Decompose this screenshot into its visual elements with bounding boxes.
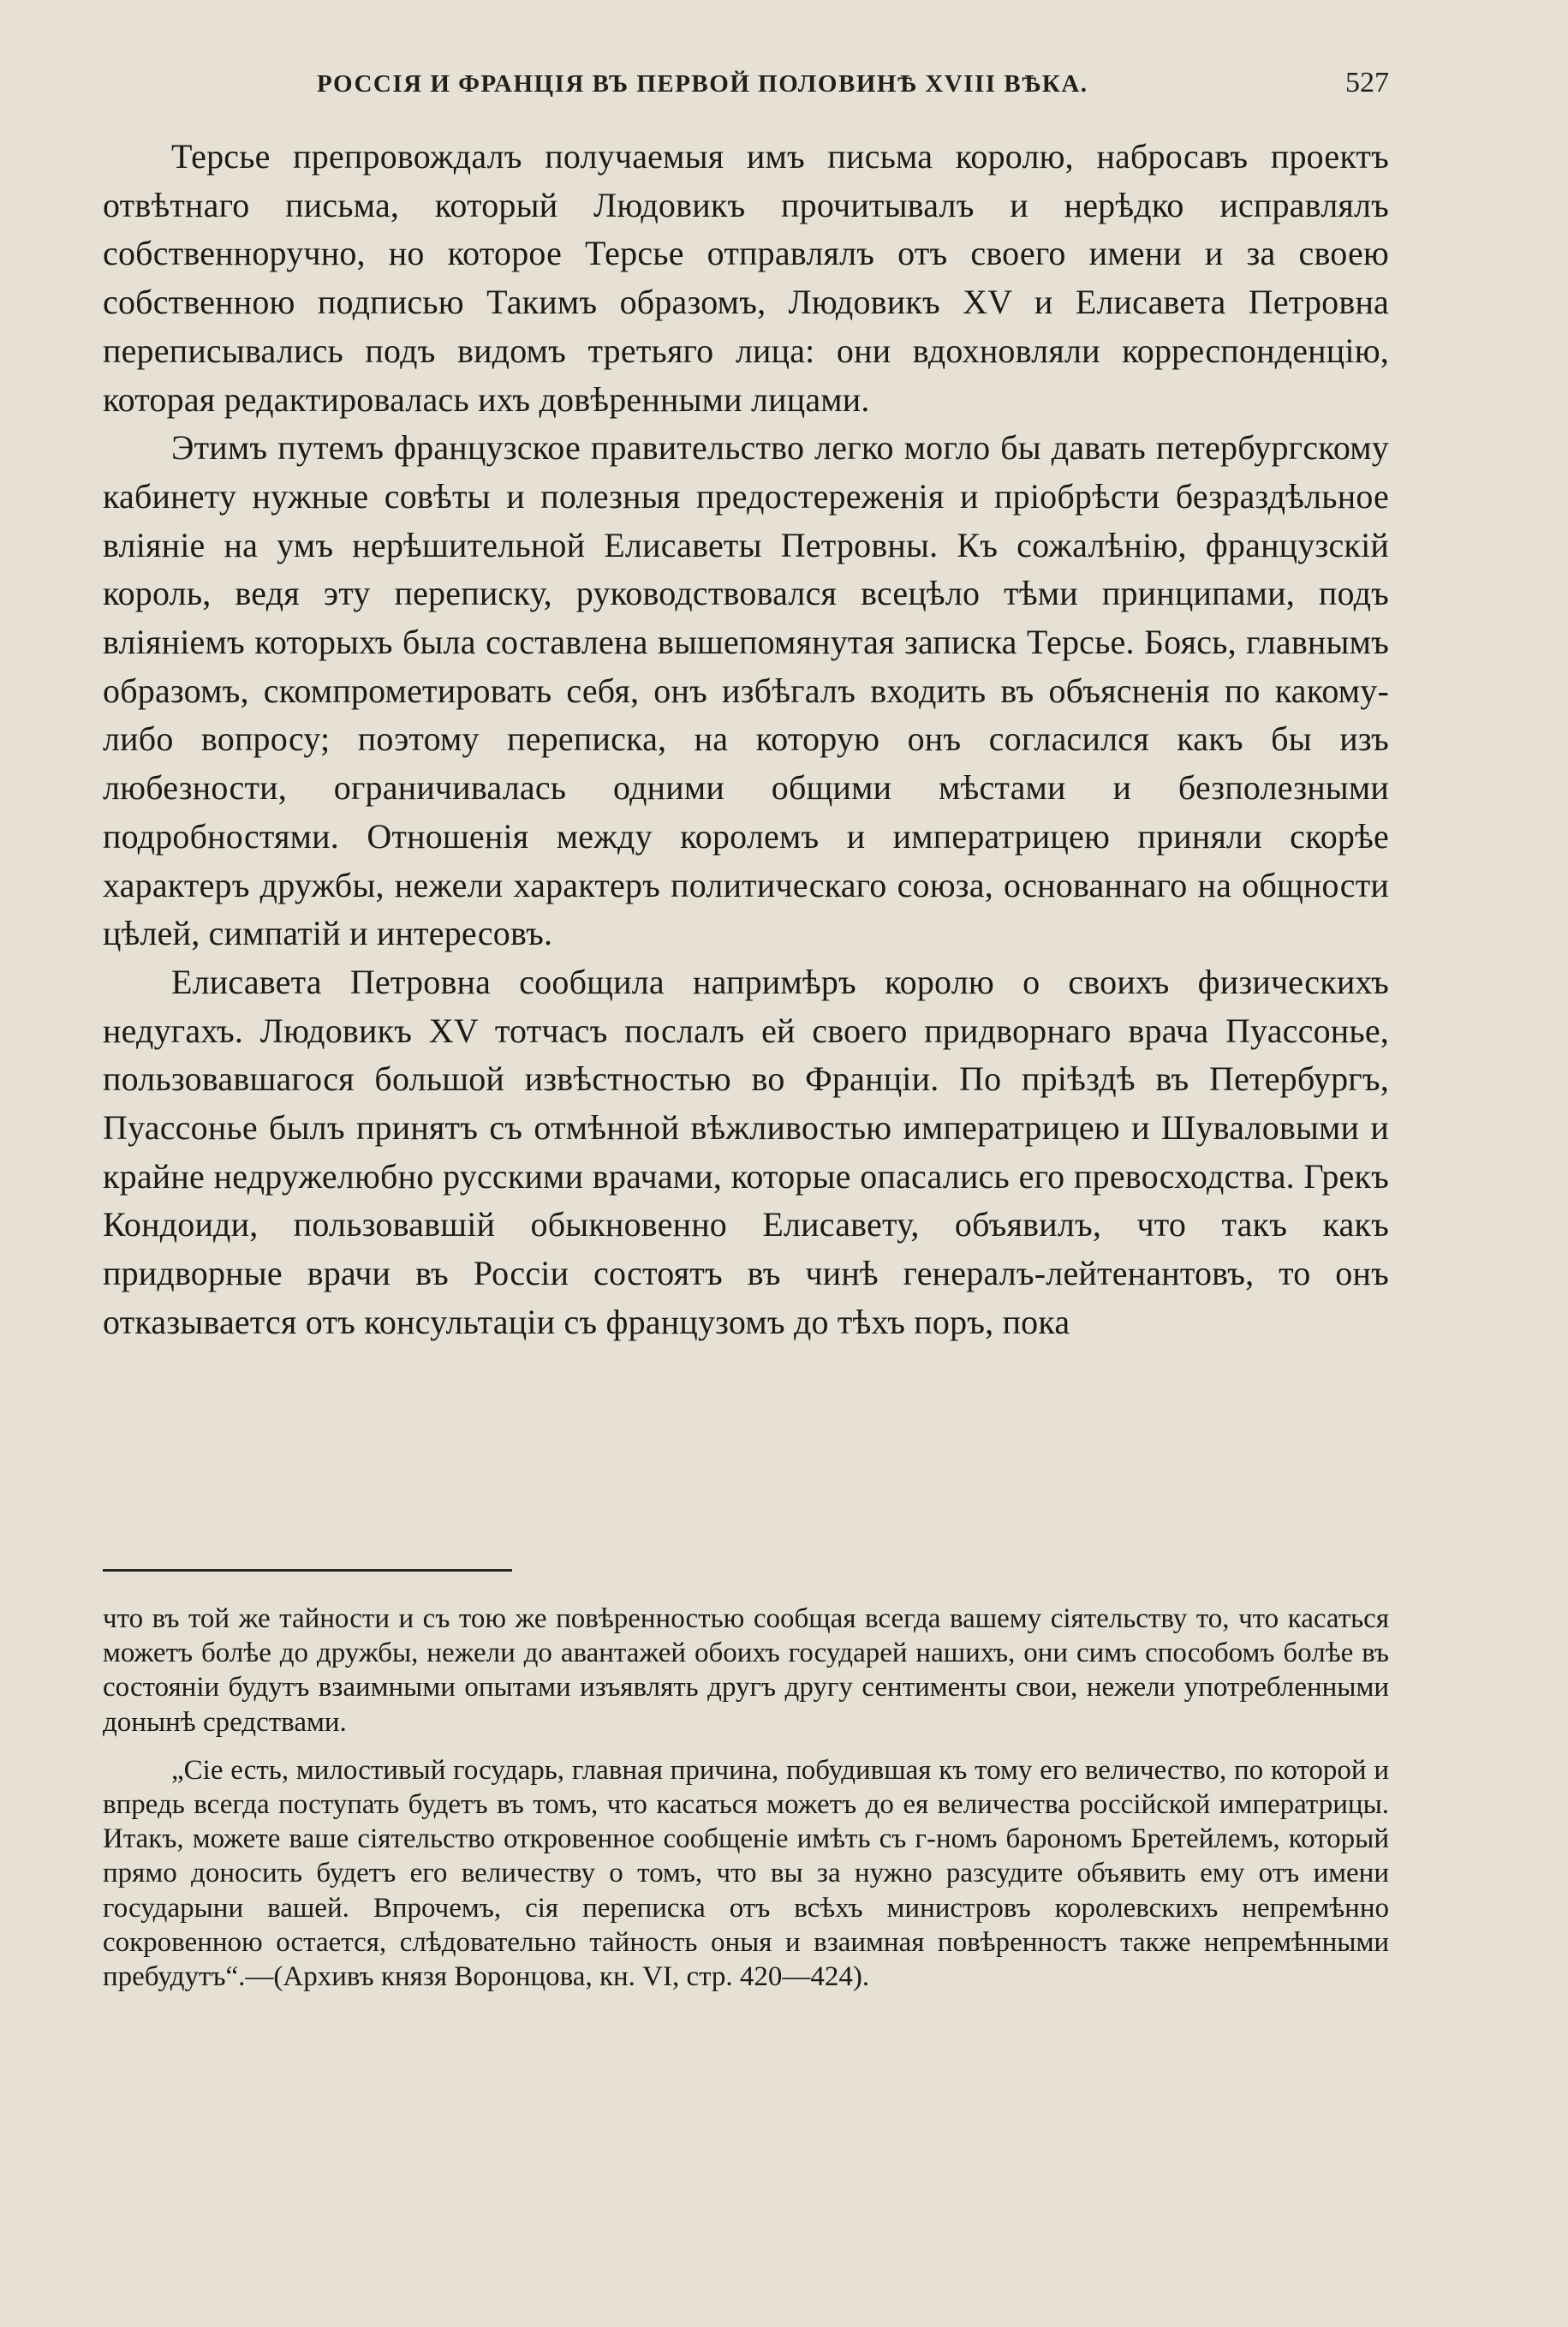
- footnote-continuation: что въ той же тайности и съ тою же повѣренностью сообщая всегда вашему сіятельству то, что касаться можетъ болѣе до дружбы, нежели до авантажей обоихъ государей нашихъ, они симъ способомъ болѣе въ состояніи будутъ взаимными опытами изъявлять другъ другу сентименты свои, нежели употребленными донынѣ средствами.: [103, 1603, 1389, 1738]
- paragraph: Елисавета Петровна сообщила напримѣръ королю о своихъ физическихъ недугахъ. Людовикъ XV тотчасъ послалъ ей своего придворнаго врача Пуассонье, пользовавшагося большой извѣстностью во Франціи. По пріѣздѣ въ Петербургъ, Пуассонье былъ принятъ съ отмѣнной вѣжливостью императрицею и Шуваловыми и крайне недружелюбно русскими врачами, которые опасались его превосходства. Грекъ Кондоиди, пользовавшій обыкновенно Елисавету, объявилъ, что такъ какъ придворные врачи въ Россіи состоятъ въ чинѣ генералъ-лейтенантовъ, то онъ отказывается отъ консультаціи съ французомъ до тѣхъ поръ, пока: [103, 962, 1389, 1341]
- main-text: [103, 133, 1389, 1347]
- running-head: [103, 67, 1389, 110]
- footnote: [103, 1602, 1389, 1994]
- footnote-rule: [103, 1569, 512, 1572]
- running-title: РОССІЯ И ФРАНЦІЯ ВЪ ПЕРВОЙ ПОЛОВИНѢ XVIII ВѢКА.: [317, 70, 1088, 98]
- page-number: 527: [1345, 67, 1389, 98]
- footnote-quote: „Сіе есть, милостивый государь, главная причина, побудившая къ тому его величество, по которой и впредь всегда поступать будетъ въ томъ, что касаться можетъ до ея величества россійской императрицы. Итакъ, можете ваше сіятельство откровенное сообщеніе имѣть съ г-номъ барономъ Бретейлемъ, который прямо доносить будетъ его величеству о томъ, что вы за нужно разсудите объявить ему отъ имени государыни вашей. Впрочемъ, сія переписка отъ всѣхъ министровъ королевскихъ непремѣнно сокровенною остается, слѣдовательно тайность оныя и взаимная повѣренностъ также непремѣнными пребудутъ“.—(Архивъ князя Воронцова, кн. VI, стр. 420—424).: [103, 1754, 1389, 1993]
- paragraph: Терсье препровождалъ получаемыя имъ письма королю, набросавъ проектъ отвѣтнаго письма, который Людовикъ прочитывалъ и нерѣдко исправлялъ собственноручно, но которое Терсье отправлялъ отъ своего имени и за своею собственною подписью Такимъ образомъ, Людовикъ XV и Елисавета Петровна переписывались подъ видомъ третьяго лица: они вдохновляли корреспонденцію, которая редактировалась ихъ довѣренными лицами.: [103, 137, 1389, 419]
- paragraph: Этимъ путемъ французское правительство легко могло бы давать петербургскому кабинету нужные совѣты и полезныя предостереженія и пріобрѣсти безраздѣльное вліяніе на умъ нерѣшительной Елисаветы Петровны. Къ сожалѣнію, французскій король, ведя эту переписку, руководствовался всецѣло тѣми принципами, подъ вліяніемъ которыхъ была составлена вышепомянутая записка Терсье. Боясь, главнымъ образомъ, скомпрометировать себя, онъ избѣгалъ входить въ объясненія по какому-либо вопросу; поэтому переписка, на которую онъ согласился какъ бы изъ любезности, ограничивалась одними общими мѣстами и безполезными подробностями. Отношенія между королемъ и императрицею приняли скорѣе характеръ дружбы, нежели характеръ политическаго союза, основаннаго на общности цѣлей, симпатій и интересовъ.: [103, 428, 1389, 953]
